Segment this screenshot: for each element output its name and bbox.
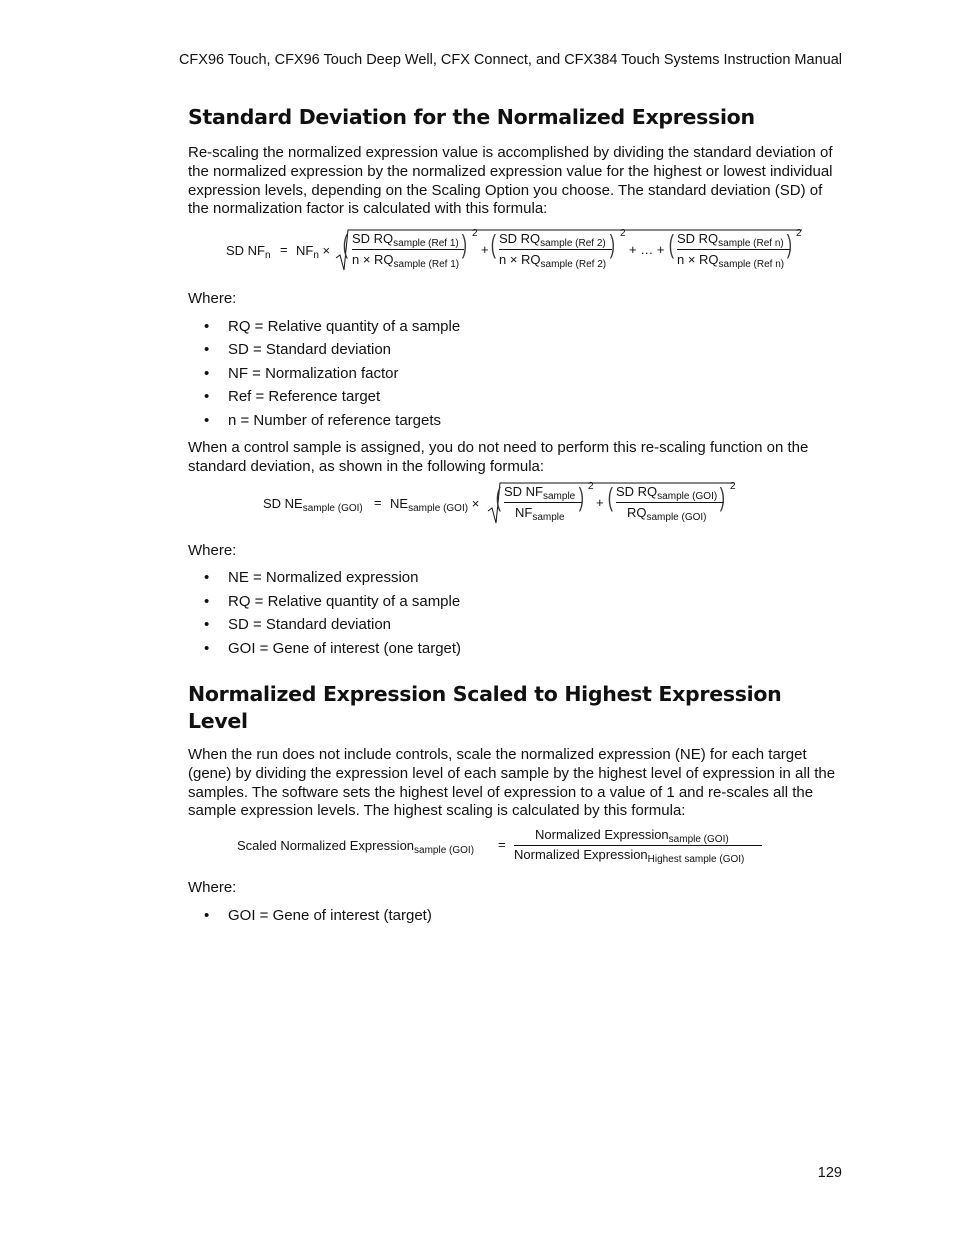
term1-denominator: $n \times RQ_{sample (Ref 1)}$ (352, 252, 460, 271)
paren-open: ( (668, 229, 674, 260)
control-sample-paragraph: When a control sample is assigned, you do not need to perform this re-scaling function on the standard deviation, as shown in the following formula: (188, 439, 809, 475)
paren-open: ( (490, 229, 496, 260)
section-heading-scaled: Normalized Expression Scaled to Highest Expression Level (188, 682, 782, 734)
paren-close: ) (786, 229, 792, 260)
list-item: • GOI = Gene of interest (one target) (188, 637, 843, 660)
fraction-bar (504, 502, 582, 503)
term2-denominator: $n \times RQ_{sample (Ref 2)}$ (499, 252, 607, 271)
page-number: 129 (817, 1165, 842, 1181)
termn-numerator: SD $RQ_{sample (Ref n)}$ (677, 231, 784, 250)
term2-denominator: $RQ_{sample (GOI)}$ (627, 504, 707, 523)
termn-denominator: $n \times RQ_{sample (Ref n)}$ (677, 252, 785, 271)
section-heading-sd: Standard Deviation for the Normalized Expression (188, 105, 755, 129)
formula-scaled-ne (188, 827, 843, 871)
section-intro-paragraph: When the run does not include controls, scale the normalized expression (NE) for each target (gene) by dividing the expression level of each sample by the highest level of expression in all the samples. The software sets the highest level of expression to a value of 1 and re-scales all the sample expression levels. The highest scaling is calculated by this formula: (188, 746, 836, 820)
plus-sign: + (596, 494, 604, 510)
where-label: Where: (188, 290, 237, 308)
list-item: • NF = Normalization factor (188, 362, 843, 385)
list-item: • n = Number of reference targets (188, 409, 843, 432)
paren-close: ) (719, 481, 725, 512)
fraction-bar (616, 502, 724, 503)
formula-eq: = (374, 494, 382, 510)
list-item: • SD = Standard deviation (188, 613, 843, 636)
paren-close: ) (461, 229, 467, 260)
paren-close: ) (609, 229, 615, 260)
term2-numerator: SD $RQ_{sample (GOI)}$ (616, 483, 718, 502)
term1-numerator: SD $NF_{sample}$ (504, 483, 576, 502)
formula-sd-ne (188, 480, 843, 530)
formula-eq: = (280, 242, 288, 258)
page-content (188, 104, 843, 927)
running-header: CFX96 Touch, CFX96 Touch Deep Well, CFX Connect, and CFX384 Touch Systems Instruction Manual (178, 52, 842, 68)
exponent: 2 (620, 228, 626, 240)
paren-open: ( (607, 481, 613, 512)
section-intro-paragraph: Re-scaling the normalized expression value is accomplished by dividing the standard deviation of the normalized expression by the normalized expression value for the highest or lowest individual expression levels, depending on the Scaling Option you choose. The standard deviation (SD) of the normalization factor is calculated with this formula: (188, 144, 833, 218)
paren-close: ) (578, 481, 584, 512)
list-item: • SD = Standard deviation (188, 338, 843, 361)
fraction-bar (499, 249, 612, 250)
paren-open: ( (342, 229, 348, 260)
where-label: Where: (188, 879, 237, 897)
definition-list-2 (188, 566, 843, 660)
definition-list-3 (188, 904, 843, 927)
list-item: • RQ = Relative quantity of a sample (188, 590, 843, 613)
exponent: 2 (730, 480, 736, 492)
formula-lhs: Scaled Normalized Expression$_{sample (GOI)}$ (237, 838, 475, 857)
fraction-bar (514, 845, 762, 846)
where-label: Where: (188, 541, 237, 559)
exponent: 2 (588, 480, 594, 492)
term1-numerator: SD $RQ_{sample (Ref 1)}$ (352, 231, 459, 250)
formula-eq: = (498, 837, 506, 853)
formula-numerator: Normalized Expression$_{sample (GOI)}$ (535, 827, 729, 846)
fraction-bar (677, 249, 790, 250)
formula-sd-nf (188, 228, 843, 280)
formula-factor: $NF_n$ × (296, 243, 331, 262)
paren-open: ( (495, 481, 501, 512)
exponent: 2 (796, 228, 802, 240)
formula-denominator: Normalized Expression$_{Highest sample (GOI)}$ (514, 847, 745, 866)
list-item: • NE = Normalized expression (188, 566, 843, 589)
list-item: • Ref = Reference target (188, 385, 843, 408)
definition-list (188, 315, 843, 432)
formula-lhs: SD $NE_{sample (GOI)}$ (263, 495, 363, 514)
term2-numerator: SD $RQ_{sample (Ref 2)}$ (499, 231, 606, 250)
list-item: • GOI = Gene of interest (target) (188, 904, 843, 927)
ellipsis-sign: + … + (629, 242, 665, 258)
term1-denominator: $NF_{sample}$ (515, 504, 565, 523)
list-item: • RQ = Relative quantity of a sample (188, 315, 843, 338)
formula-factor: $NE_{sample (GOI)}$ × (390, 495, 480, 514)
plus-sign: + (481, 242, 489, 258)
fraction-bar (352, 249, 464, 250)
formula-lhs: SD $NF_n$ (226, 243, 271, 262)
exponent: 2 (472, 228, 478, 240)
